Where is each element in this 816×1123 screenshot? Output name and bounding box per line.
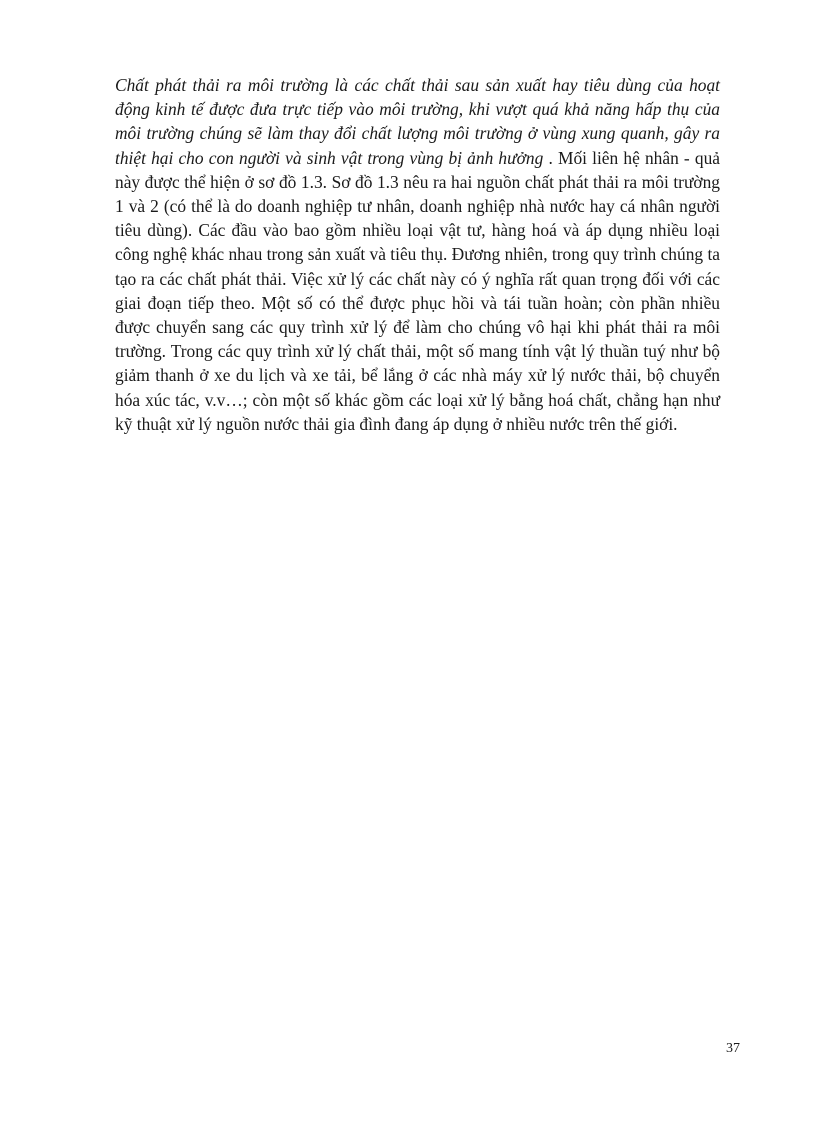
paragraph-body: . Mối liên hệ nhân - quả này được thể hiện ở sơ đồ 1.3. Sơ đồ 1.3 nêu ra hai nguồn chất phát thải ra môi trường 1 và 2 (có thể là do doanh nghiệp tư nhân, doanh nghiệp nhà nước hay cá nhân người tiêu dùng). Các đầu vào bao gồm nhiều loại vật tư, hàng hoá và áp dụng nhiều loại công nghệ khác nhau trong sản xuất và tiêu thụ. Đương nhiên, trong quy trình chúng ta tạo ra các chất phát thải. Việc xử lý các chất này có ý nghĩa rất quan trọng đối với các giai đoạn tiếp theo. Một số có thể được phục hồi và tái tuần hoàn; còn phần nhiều được chuyển sang các quy trình xử lý để làm cho chúng vô hại khi phát thải ra môi trường. Trong các quy trình xử lý chất thải, một số mang tính vật lý thuần tuý như bộ giảm thanh ở xe du lịch và xe tải, bể lắng ở các nhà máy xử lý nước thải, bộ chuyển hóa xúc tác, v.v…; còn một số khác gồm các loại xử lý bằng hoá chất, chẳng hạn như kỹ thuật xử lý nguồn nước thải gia đình đang áp dụng ở nhiều nước trên thế giới. (115, 147, 720, 434)
paragraph-lead-italic: Chất phát thải ra môi trường là các chất thải sau sản xuất hay tiêu dùng của hoạt động kinh tế được đưa trực tiếp vào môi trường, khi vượt quá khả năng hấp thụ của môi trường chúng sẽ làm thay đổi chất lượng môi trường ở vùng xung quanh, gây ra thiệt hại cho con người và sinh vật trong vùng bị ảnh hưởng (115, 75, 720, 168)
page-number: 37 (726, 1041, 740, 1056)
body-paragraph (115, 73, 720, 436)
